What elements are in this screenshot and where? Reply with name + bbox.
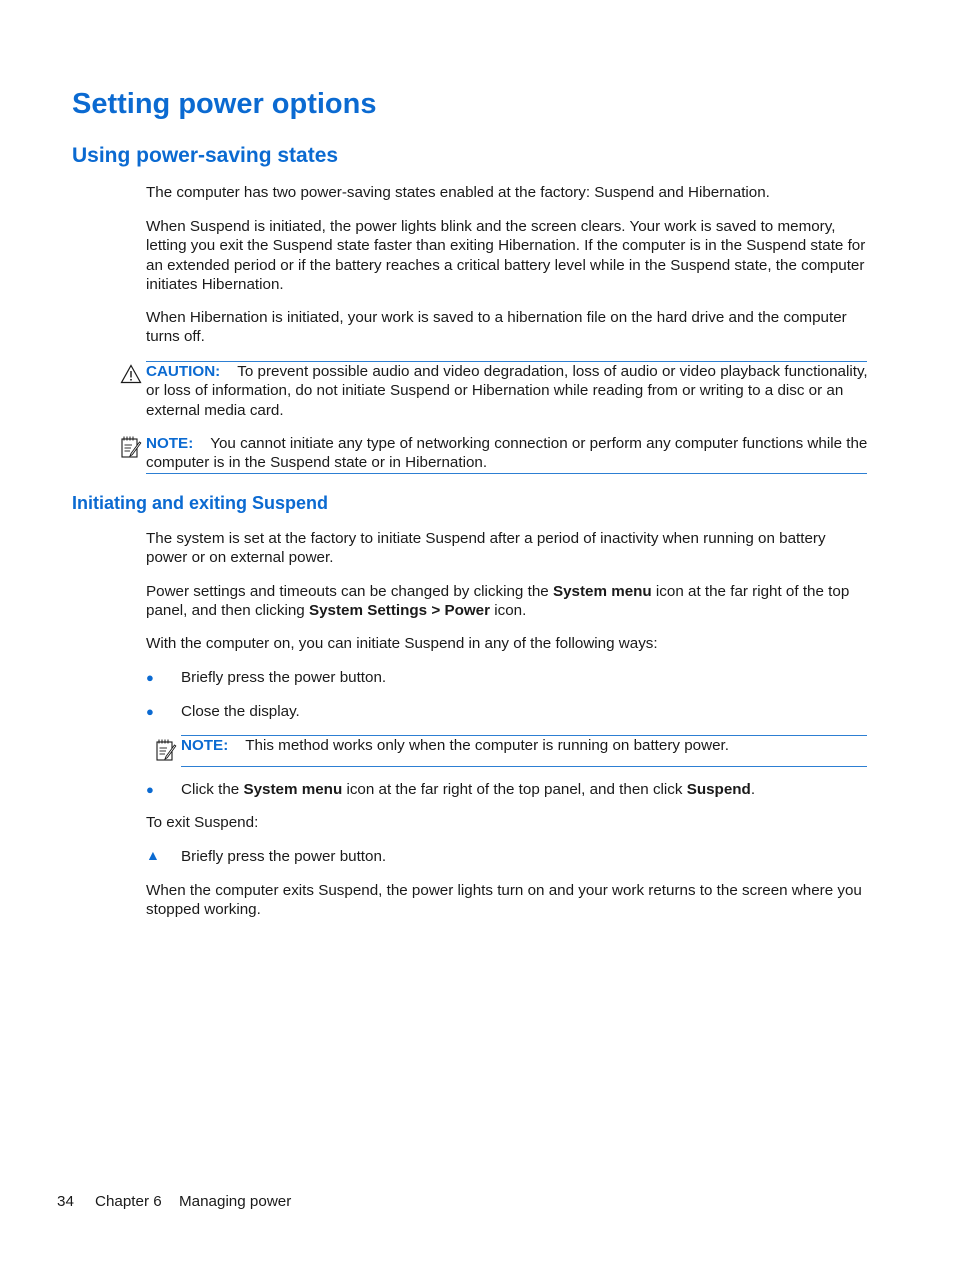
note-bottom-rule — [146, 473, 867, 474]
page-number: 34 — [57, 1193, 74, 1210]
note-block-networking — [146, 434, 868, 473]
footer-chapter-title: Managing power — [179, 1193, 292, 1210]
note-label: NOTE: — [181, 737, 229, 754]
paragraph-suspend: When Suspend is initiated, the power lights blink and the screen clears. Your work is saved to memory, letting you exit the Suspend state faster than exiting Hibernation. If the computer is in the Suspend state for an extended period or if the battery reaches a critical battery level while in the Suspend state, the computer initiates Hibernation. — [146, 218, 866, 293]
paragraph-intro: The computer has two power-saving states enabled at the factory: Suspend and Hibernation. — [146, 184, 770, 201]
list-item: Close the display. — [181, 703, 300, 720]
paragraph-ways: With the computer on, you can initiate Suspend in any of the following ways: — [146, 635, 658, 652]
paragraph-hibernation: When Hibernation is initiated, your work is saved to a hibernation file on the hard drive and the computer turns off. — [146, 309, 847, 346]
note-pad-icon — [155, 738, 177, 762]
section-heading-power-saving: Using power-saving states — [72, 144, 339, 167]
system-settings-power-term: System Settings > Power — [308, 602, 491, 620]
note-pad-icon — [120, 435, 142, 459]
caution-label: CAUTION: — [146, 363, 221, 380]
step-triangle-icon: ▲ — [146, 847, 160, 863]
step-item: Briefly press the power button. — [181, 848, 387, 865]
caution-triangle-icon — [120, 364, 142, 384]
paragraph-exit-result: When the computer exits Suspend, the power lights turn on and your work returns to the screen where you stopped working. — [146, 882, 862, 919]
system-menu-term: System menu — [552, 583, 652, 600]
footer-chapter: Chapter 6 — [95, 1193, 162, 1210]
list-item: Briefly press the power button. — [181, 669, 387, 686]
caution-text: To prevent possible audio and video degradation, loss of audio or video playback functionality, or loss of information, do not initiate Suspend or Hibernation while reading from or writing to a disc or an external media card. — [146, 363, 868, 419]
list-item: Click the System menu icon at the far right of the top panel, and then click Suspend. — [181, 781, 756, 798]
note-text: This method works only when the computer is running on battery power. — [245, 737, 729, 754]
note2-bottom-rule — [181, 766, 867, 767]
bullet-dot: ● — [146, 782, 154, 797]
bullet-dot: ● — [146, 670, 154, 685]
paragraph-power-settings: Power settings and timeouts can be changed by clicking the System menu icon at the far right of the top panel, and then clicking System Settings > Power icon. — [146, 583, 850, 620]
subsection-heading-suspend: Initiating and exiting Suspend — [72, 493, 329, 513]
bullet-dot: ● — [146, 704, 154, 719]
page-title: Setting power options — [72, 88, 377, 120]
note-text: You cannot initiate any type of networking connection or perform any computer functions while the computer is in the Suspend state or in Hibernation. — [146, 435, 868, 472]
note-label: NOTE: — [146, 435, 194, 452]
caution-block — [146, 362, 868, 420]
paragraph-factory-suspend: The system is set at the factory to initiate Suspend after a period of inactivity when running on battery power or on external power. — [146, 530, 826, 567]
exit-suspend-label: To exit Suspend: — [146, 814, 259, 831]
note-block-battery — [181, 736, 868, 755]
